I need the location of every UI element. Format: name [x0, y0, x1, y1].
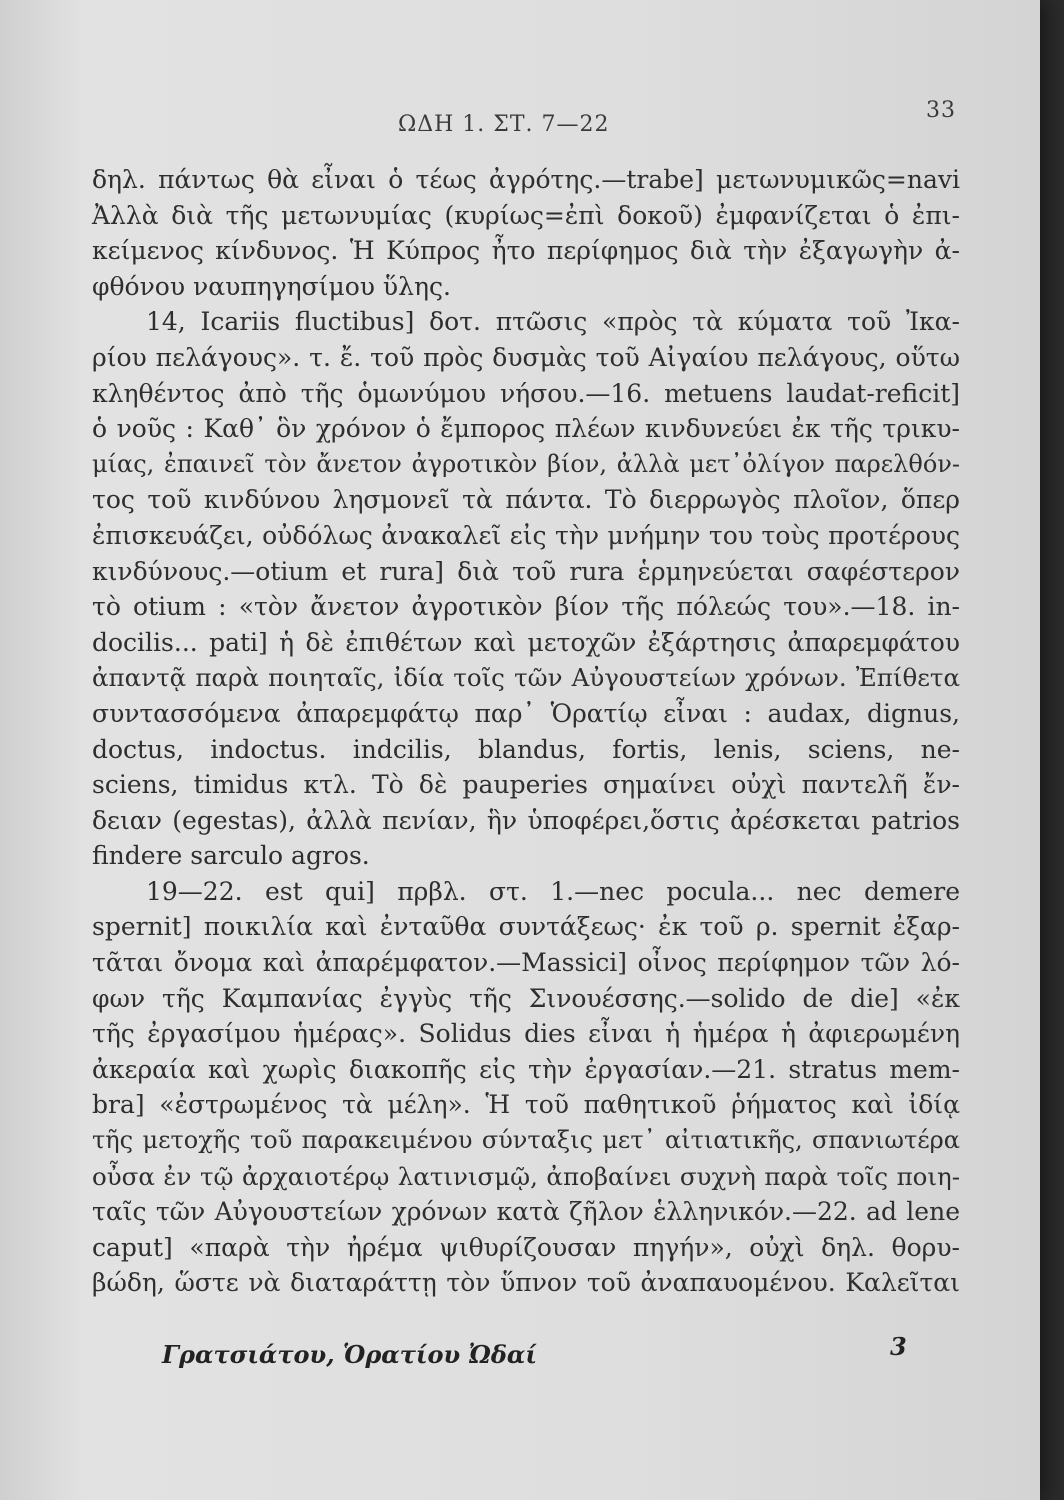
text-line: δειαν (egestas), ἀλλὰ πενίαν, ἣν ὑποφέρει,ὅστις ἀρέσκεται patrios	[92, 805, 960, 835]
text-line: ὁ νοῦς : Καθ᾽ ὃν χρόνον ὁ ἔμπορος πλέων κινδυνεύει ἐκ τῆς τρικυ-	[92, 414, 960, 444]
text-line: 19—22. est qui] πρβλ. στ. 1.—nec pocula... nec demere	[146, 876, 960, 906]
text-line: φθόνου ναυπηγησίμου ὕλης.	[92, 271, 451, 301]
text-line: τᾶται ὄνομα καὶ ἀπαρέμφατον.—Massici] οἶνος περίφημον τῶν λό-	[92, 948, 960, 978]
text-line: spernit] ποικιλία καὶ ἐνταῦθα συντάξεως· ἐκ τοῦ ρ. spernit ἐξαρ-	[92, 912, 960, 942]
page-header	[0, 98, 1040, 152]
text-line: Ἀλλὰ διὰ τῆς μετωνυμίας (κυρίως=ἐπὶ δοκοῦ) ἐμφανίζεται ὁ ἐπι-	[92, 200, 960, 230]
text-line: ἐπισκευάζει, οὐδόλως ἀνακαλεῖ εἰς τὴν μνήμην του τοὺς προτέρους	[92, 520, 960, 550]
page-footer	[162, 1332, 922, 1380]
text-line: κληθέντος ἀπὸ τῆς ὁμωνύμου νήσου.—16. metuens laudat-reficit]	[92, 378, 960, 408]
text-line: οὖσα ἐν τῷ ἀρχαιοτέρῳ λατινισμῷ, ἀποβαίνει συχνὴ παρὰ τοῖς ποιη-	[92, 1161, 960, 1191]
text-line: τὸ otium : «τὸν ἄνετον ἀγροτικὸν βίον τῆς πόλεώς του».—18. in-	[92, 592, 960, 622]
text-line: τῆς μετοχῆς τοῦ παρακειμένου σύνταξις μετ᾽ αἰτιατικῆς, σπανιωτέρα	[92, 1126, 960, 1155]
text-line: κείμενος κίνδυνος. Ἡ Κύπρος ἦτο περίφημος διὰ τὴν ἐξαγωγὴν ἀ-	[92, 236, 960, 266]
text-line: δηλ. πάντως θὰ εἶναι ὁ τέως ἀγρότης.—trabe] μετωνυμικῶς=navi	[92, 165, 960, 194]
text-line: ρίου πελάγους». τ. ἔ. τοῦ πρὸς δυσμὰς τοῦ Αἰγαίου πελάγους, οὕτω	[92, 342, 960, 372]
text-line: τος τοῦ κινδύνου λησμονεῖ τὰ πάντα. Τὸ διερρωγὸς πλοῖον, ὅπερ	[92, 485, 960, 515]
page-number: 33	[926, 98, 956, 123]
text-line: findere sarculo agros.	[92, 841, 370, 871]
text-line: βώδη, ὥστε νὰ διαταράττῃ τὸν ὕπνον τοῦ ἀναπαυομένου. Καλεῖται	[92, 1268, 960, 1298]
signature-mark: Γρατσιάτου, Ὁρατίου Ὠδαί	[162, 1340, 537, 1369]
text-line: κινδύνους.—otium et rura] διὰ τοῦ rura ἑρμηνεύεται σαφέστερον	[92, 556, 960, 586]
text-line: ἀκεραία καὶ χωρὶς διακοπῆς εἰς τὴν ἐργασίαν.—21. stratus mem-	[92, 1054, 960, 1084]
text-line: caput] «παρὰ τὴν ἠρέμα ψιθυρίζουσαν πηγήν», οὐχὶ δηλ. θορυ-	[92, 1232, 960, 1262]
running-head: ΩΔΗ 1. ΣΤ. 7—22	[398, 112, 610, 137]
sheet-number: 3	[890, 1332, 907, 1361]
commentary-text	[92, 162, 960, 1301]
text-line: συντασσόμενα ἀπαρεμφάτῳ παρ᾽ Ὁρατίῳ εἶναι : audax, dignus,	[92, 698, 960, 728]
text-line: docilis... pati] ἡ δὲ ἐπιθέτων καὶ μετοχῶν ἐξάρτησις ἀπαρεμφάτου	[92, 627, 960, 657]
text-line: bra] «ἐστρωμένος τὰ μέλη». Ἡ τοῦ παθητικοῦ ῥήματος καὶ ἰδίᾳ	[92, 1090, 960, 1120]
text-line: τῆς ἐργασίμου ἡμέρας». Solidus dies εἶναι ἡ ἡμέρα ἡ ἀφιερωμένη	[92, 1019, 960, 1049]
text-line: ἀπαντᾷ παρὰ ποιηταῖς, ἰδία τοῖς τῶν Αὐγουστείων χρόνων. Ἐπίθετα	[92, 663, 960, 693]
text-line: φων τῆς Καμπανίας ἐγγὺς τῆς Σινουέσσης.—solido de die] «ἐκ	[92, 983, 960, 1013]
text-line: μίας, ἐπαινεῖ τὸν ἄνετον ἀγροτικὸν βίον, ἀλλὰ μετ᾽ὀλίγον παρελθόν-	[92, 449, 960, 478]
text-line: 14, Icariis fluctibus] δοτ. πτῶσις «πρὸς τὰ κύματα τοῦ Ἰκα-	[146, 307, 960, 337]
text-line: sciens, timidus κτλ. Τὸ δὲ pauperies σημαίνει οὐχὶ παντελῆ ἔν-	[92, 770, 960, 800]
text-line: ταῖς τῶν Αὐγουστείων χρόνων κατὰ ζῆλον ἑλληνικόν.—22. ad lene	[92, 1197, 960, 1227]
text-line: doctus, indoctus. indcilis, blandus, fortis, lenis, sciens, ne-	[92, 734, 960, 764]
